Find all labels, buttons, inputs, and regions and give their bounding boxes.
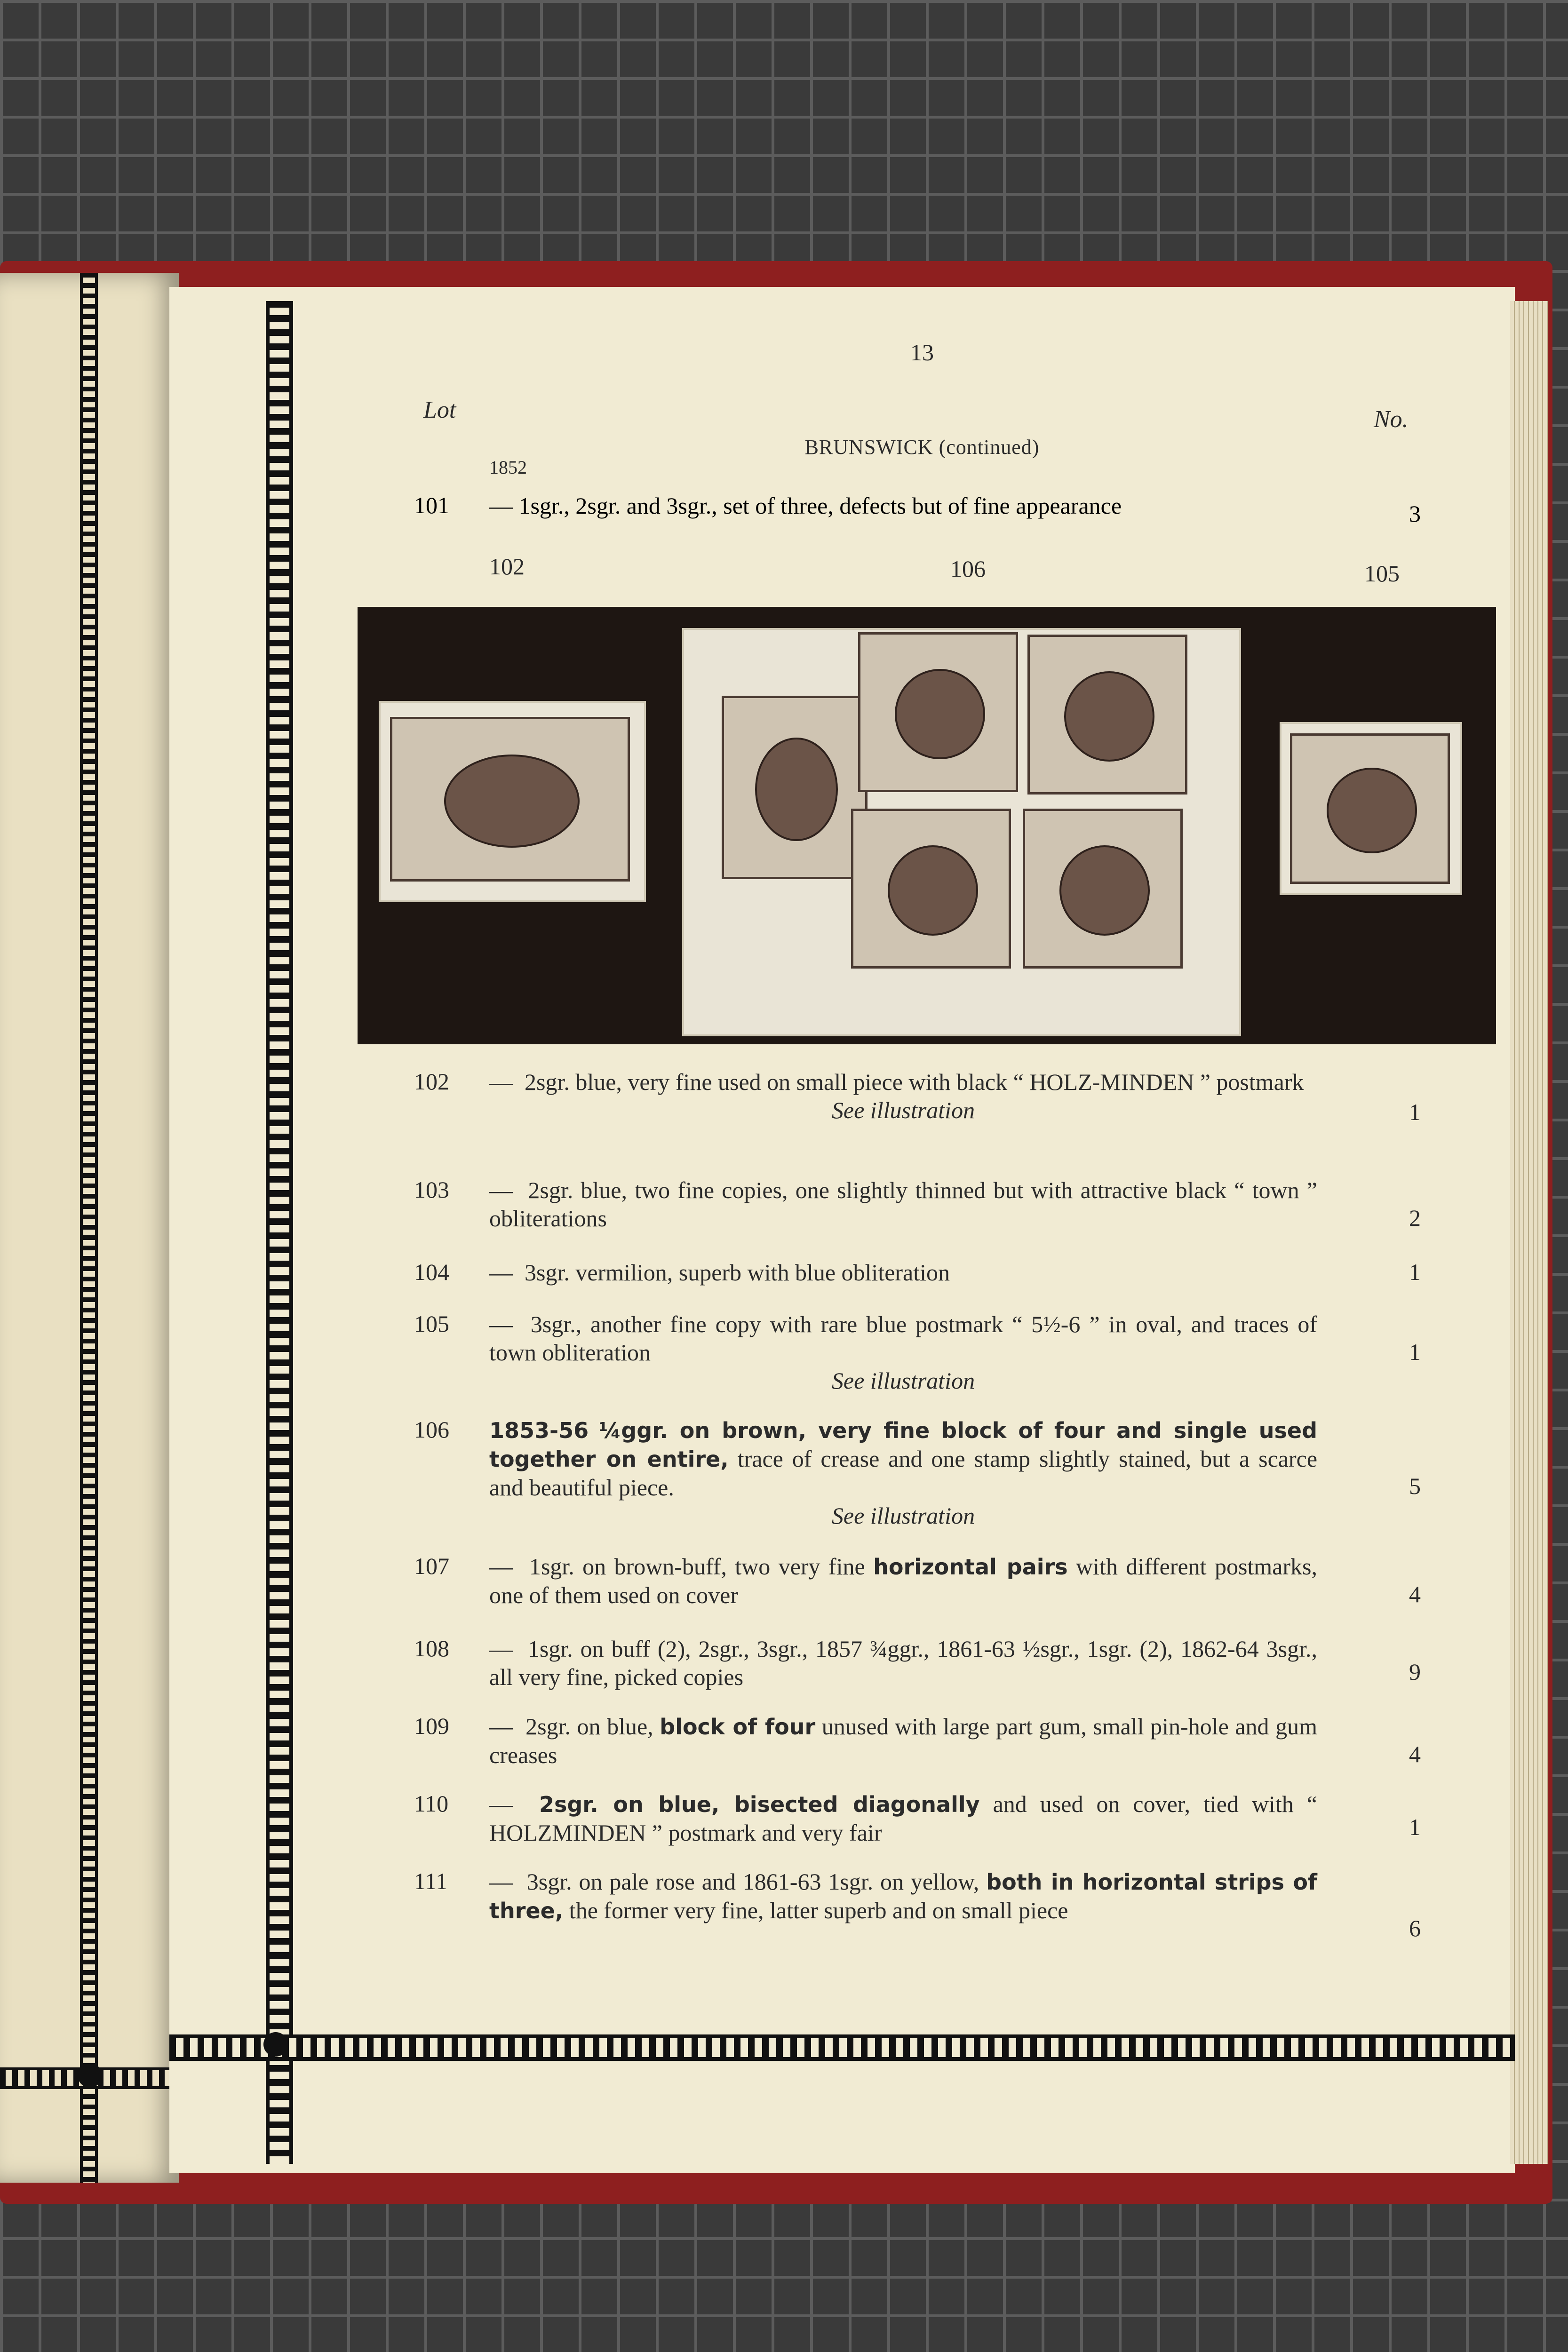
stamp-illustration xyxy=(358,607,1496,1044)
page-number: 13 xyxy=(910,339,934,366)
figure-label: 102 xyxy=(489,553,525,580)
stamp-image xyxy=(851,809,1011,969)
lot-quantity: 1 xyxy=(1409,1339,1421,1365)
lot-number: 107 xyxy=(414,1553,449,1579)
lot-description: — 1sgr., 2sgr. and 3sgr., set of three, defects but of fine appearance xyxy=(489,493,1122,519)
lot-number: 106 xyxy=(414,1416,449,1443)
lot-number: 110 xyxy=(414,1790,449,1817)
left-page-decorative-border xyxy=(80,273,98,2183)
page-decorative-border-horizontal xyxy=(169,2034,1515,2061)
lot-quantity: 4 xyxy=(1409,1741,1421,1767)
lot-quantity: 1 xyxy=(1409,1814,1421,1840)
figure-label: 106 xyxy=(950,556,986,582)
stamp-image xyxy=(1290,733,1450,884)
section-title: BRUNSWICK (continued) xyxy=(804,436,1040,459)
lot-description: — 1sgr. on brown-buff, two very fine horizontal pairs with different postmarks, one of them used on cover xyxy=(489,1553,1317,1608)
see-illustration: See illustration xyxy=(831,1367,975,1394)
lot-description: — 1sgr. on buff (2), 2sgr., 3sgr., 1857 ¾ggr., 1861-63 ½sgr., 1sgr. (2), 1862-64 3sgr., all very fine, picked copies xyxy=(489,1636,1317,1690)
stamp-image xyxy=(390,717,630,882)
stamp-piece-102 xyxy=(379,701,646,902)
stamp-105 xyxy=(1280,722,1462,895)
page-edges xyxy=(1510,301,1548,2164)
stamp-image xyxy=(1023,809,1183,969)
lot-number: 111 xyxy=(414,1868,448,1894)
lot-row xyxy=(414,492,1440,529)
stamp-cover-106 xyxy=(682,628,1241,1036)
lot-quantity: 1 xyxy=(1409,1259,1421,1285)
lot-description: — 3sgr. on pale rose and 1861-63 1sgr. on yellow, both in horizontal strips of three, the former very fine, latter superb and on small piece xyxy=(489,1868,1317,1923)
page-decorative-border-vertical xyxy=(266,301,293,2164)
lot-description: — 3sgr., another fine copy with rare blue postmark “ 5½-6 ” in oval, and traces of town obliteration See illustration xyxy=(489,1311,1317,1394)
lot-number: 102 xyxy=(414,1068,449,1095)
stamp-image xyxy=(722,696,868,879)
lot-number: 108 xyxy=(414,1635,449,1661)
lot-description: — 2sgr. on blue, bisected diagonally and used on cover, tied with “ HOLZMINDEN ” postmark and very fair xyxy=(489,1791,1317,1846)
lot-description: — 2sgr. blue, two fine copies, one slightly thinned but with attractive black “ town ” obliterations xyxy=(489,1177,1317,1232)
number-column-header: No. xyxy=(1374,406,1409,433)
figure-label: 105 xyxy=(1364,560,1400,587)
lot-number: 105 xyxy=(414,1311,449,1337)
lot-quantity: 1 xyxy=(1409,1099,1421,1125)
lot-description: — 2sgr. blue, very fine used on small piece with black “ HOLZ-MINDEN ” postmark See illustration xyxy=(489,1068,1317,1124)
lot-number: 104 xyxy=(414,1259,449,1285)
lot-column-header: Lot xyxy=(423,397,456,423)
lot-quantity: 9 xyxy=(1409,1659,1421,1685)
lot-number: 101 xyxy=(414,492,449,518)
lot-number: 103 xyxy=(414,1176,449,1203)
lot-quantity: 3 xyxy=(1409,501,1421,527)
lot-description: — 2sgr. on blue, block of four unused with large part gum, small pin-hole and gum creases xyxy=(489,1713,1318,1768)
lot-description: — 3sgr. vermilion, superb with blue obliteration xyxy=(489,1259,950,1286)
lot-quantity: 5 xyxy=(1409,1473,1421,1499)
lot-number: 109 xyxy=(414,1713,449,1739)
lot-quantity: 2 xyxy=(1409,1205,1421,1231)
lot-quantity: 4 xyxy=(1409,1581,1421,1607)
section-year: 1852 xyxy=(489,457,527,478)
left-border-knot xyxy=(78,2063,102,2088)
stamp-image xyxy=(858,632,1018,792)
see-illustration: See illustration xyxy=(831,1502,975,1529)
stamp-image xyxy=(1027,635,1187,795)
lot-description: 1853-56 ¼ggr. on brown, very fine block of four and single used together on entire, trace of crease and one stamp slightly stained, but a scarce and beautiful piece. See illustration xyxy=(489,1418,1318,1529)
see-illustration: See illustration xyxy=(831,1097,975,1123)
border-corner-knot xyxy=(263,2032,288,2057)
lot-quantity: 6 xyxy=(1409,1915,1421,1941)
